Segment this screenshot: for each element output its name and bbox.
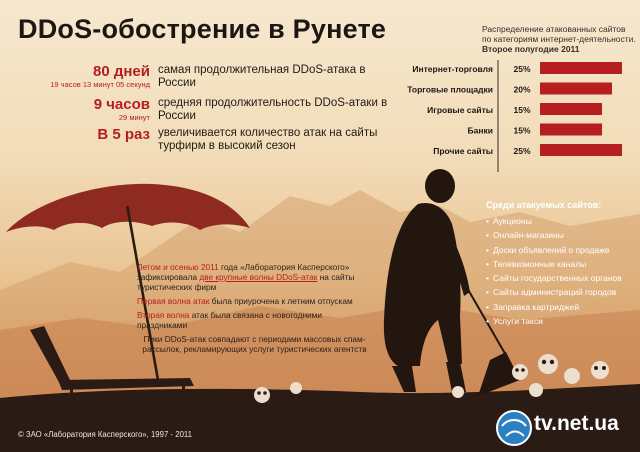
stat-row-3 [18, 126, 388, 160]
list-item: • Онлайн-магазины [486, 228, 638, 242]
globe-icon [494, 408, 534, 448]
story-paragraph-2: Первая волна атак была приурочена к летним отпускам [137, 296, 353, 306]
attacked-sites-title: Среди атакуемых сайтов: [486, 200, 602, 210]
stat-description: увеличивается количество атак на сайты турфирм в высокий сезон [158, 127, 378, 152]
stat-row-1 [18, 63, 388, 97]
chart-category-label: Банки [467, 125, 493, 136]
story-paragraph-4: Пики DDoS-атак совпадают с периодами массовых спам-рассылок, рекламирующих услуги туристических агентств [142, 334, 367, 354]
bar-chart [380, 60, 640, 172]
stat-description: самая продолжительная DDoS-атака в России [158, 64, 366, 89]
chart-bar [540, 83, 612, 95]
site-watermark[interactable] [494, 406, 634, 446]
site-logo-text: tv.net.ua [534, 412, 619, 435]
stat-row-2 [18, 96, 388, 130]
chart-value-label: 15% [513, 105, 531, 115]
chart-bar [540, 124, 602, 136]
stat-subvalue: 29 минут [118, 113, 150, 122]
chart-caption-period: Второе полугодие 2011 [482, 44, 580, 54]
stat-value: В 5 раз [97, 126, 150, 143]
attacked-sites-block [486, 200, 638, 328]
list-item: • Телевизионные каналы [486, 257, 638, 271]
stat-subvalue: 19 часов 13 минут 05 секунд [50, 80, 150, 89]
chart-caption-line-1: Распределение атакованных сайтов [482, 24, 626, 34]
chart-category-label: Интернет-торговля [412, 64, 493, 74]
chart-value-label: 20% [513, 84, 531, 95]
chart-value-label: 25% [513, 64, 531, 74]
story-paragraph-3: Вторая волна атак была связана с новогодними праздниками [137, 310, 322, 330]
chart-category-label: Торговые площадки [407, 84, 493, 95]
stat-description: средняя продолжительность DDoS-атаки в России [158, 97, 388, 122]
chart-value-label: 15% [513, 125, 531, 136]
attacked-sites-list [486, 214, 638, 328]
story-paragraph-1: Летом и осенью 2011 года «Лаборатория Касперского» зафиксировала две крупные волны DDoS-атак на сайты туристических фирм [137, 262, 355, 292]
copyright-text: © ЗАО «Лаборатория Касперского», 1997 - 2011 [18, 430, 192, 439]
chart-category-label: Игровые сайты [427, 105, 493, 115]
chart-caption-line-2: по категориям интернет-деятельности. [482, 34, 636, 44]
list-item: • Сайты государственных органов [486, 271, 638, 285]
chart-bar [540, 103, 602, 115]
chart-bar [540, 144, 622, 156]
list-item: • Заправка картриджей [486, 300, 638, 314]
stat-value: 9 часов [93, 96, 150, 113]
list-item: • Аукционы [486, 214, 638, 228]
list-item: • Сайты администраций городов [486, 285, 638, 299]
page-title: DDoS-обострение в Рунете [18, 14, 387, 44]
story-text [137, 262, 372, 358]
chart-bar [540, 62, 622, 74]
chart-category-label: Прочие сайты [433, 146, 493, 156]
chart-value-label: 25% [513, 146, 531, 156]
chart-caption [482, 24, 637, 54]
stat-value: 80 дней [93, 63, 150, 80]
list-item: • Услуги такси [486, 314, 638, 328]
list-item: • Доски объявлений о продаже [486, 243, 638, 257]
